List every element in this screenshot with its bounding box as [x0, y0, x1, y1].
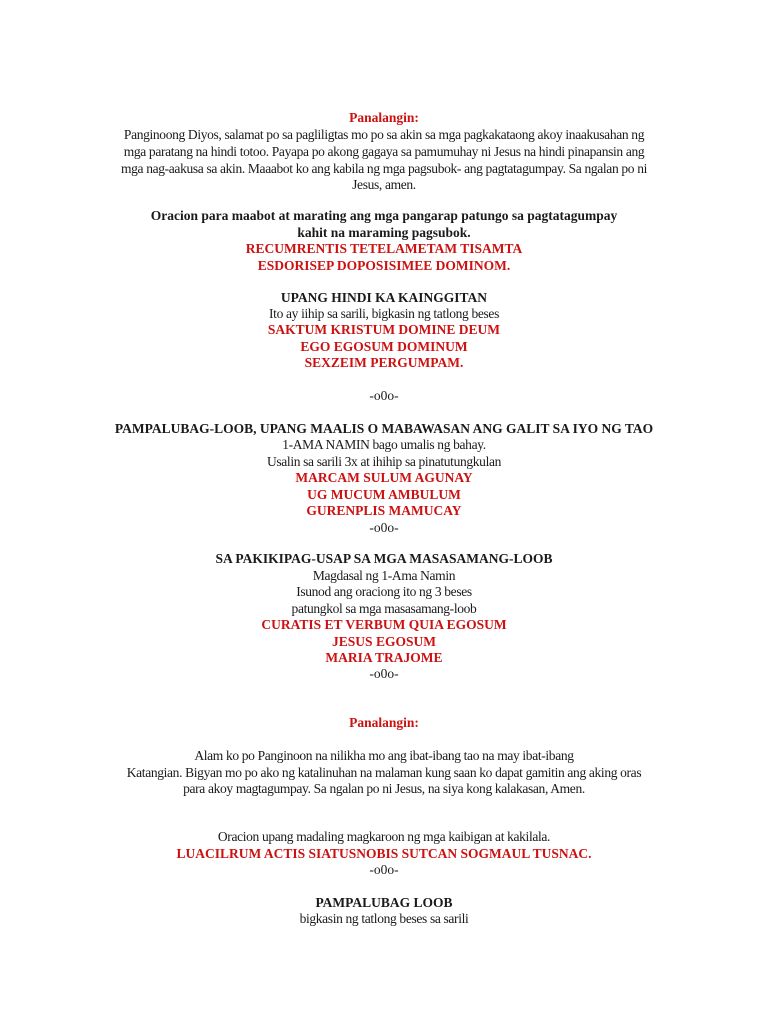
incantation-line: MARIA TRAJOME [325, 650, 443, 665]
section-title: PAMPALUBAG-LOOB, UPANG MAALIS O MABAWASAN ANG GALIT SA IYO NG TAO [114, 421, 654, 436]
separator: -o0o- [369, 862, 399, 877]
prayer-heading: Panalangin: [349, 715, 419, 730]
separator: -o0o- [369, 520, 399, 535]
instruction-line: Ito ay iihip sa sarili, bigkasin ng tatlong beses [269, 306, 499, 321]
prayer-heading: Panalangin: [349, 110, 419, 125]
prayer-body-line: para akoy magtagumpay. Sa ngalan po ni Jesus, na siya kong kalakasan, Amen. [183, 781, 585, 796]
incantation-line: SAKTUM KRISTUM DOMINE DEUM [267, 322, 501, 337]
oracion-title: Oracion para maabot at marating ang mga pangarap patungo sa pagtatagumpay [150, 208, 618, 223]
instruction-line: Isunod ang oraciong ito ng 3 beses [296, 584, 472, 599]
incantation-line: JESUS EGOSUM [332, 634, 436, 649]
oracion-title: Oracion upang madaling magkaroon ng mga kaibigan at kakilala. [217, 829, 551, 844]
instruction-line: Usalin sa sarili 3x at ihihip sa pinatutungkulan [266, 454, 502, 469]
incantation-line: RECUMRENTIS TETELAMETAM TISAMTA [245, 241, 523, 256]
instruction-line: Magdasal ng 1-Ama Namin [312, 568, 456, 583]
incantation-line: UG MUCUM AMBULUM [307, 487, 461, 502]
separator: -o0o- [369, 666, 399, 681]
prayer-body-line: mga paratang na hindi totoo. Payapa po akong gagaya sa pamumuhay ni Jesus na hindi pinapansin ang [123, 144, 645, 159]
incantation-line: GURENPLIS MAMUCAY [306, 503, 462, 518]
section-title: PAMPALUBAG LOOB [315, 895, 453, 910]
incantation-line: EGO EGOSUM DOMINUM [300, 339, 468, 354]
incantation-line: SEXZEIM PERGUMPAM. [304, 355, 464, 370]
incantation-line: MARCAM SULUM AGUNAY [295, 470, 473, 485]
instruction-line: patungkol sa mga masasamang-loob [291, 601, 477, 616]
prayer-body-line: Jesus, amen. [352, 177, 416, 192]
section-title: UPANG HINDI KA KAINGGITAN [280, 290, 488, 305]
prayer-body-line: Alam ko po Panginoon na nilikha mo ang ibat-ibang tao na may ibat-ibang [194, 748, 574, 763]
section-title: SA PAKIKIPAG-USAP SA MGA MASASAMANG-LOOB [215, 551, 553, 566]
oracion-title: kahit na maraming pagsubok. [297, 225, 471, 240]
incantation-line: LUACILRUM ACTIS SIATUSNOBIS SUTCAN SOGMAUL TUSNAC. [176, 846, 592, 861]
prayer-body-line: Katangian. Bigyan mo po ako ng katalinuhan na malaman kung saan ko dapat gamitin ang aking oras [126, 765, 642, 780]
instruction-line: 1-AMA NAMIN bago umalis ng bahay. [282, 437, 486, 452]
instruction-line: bigkasin ng tatlong beses sa sarili [299, 911, 469, 926]
incantation-line: CURATIS ET VERBUM QUIA EGOSUM [261, 617, 507, 632]
prayer-body-line: Panginoong Diyos, salamat po sa pagliligtas mo po sa akin sa mga pagkakataong akoy inaakusahan ng [123, 127, 645, 142]
prayer-body-line: mga nag-aakusa sa akin. Maaabot ko ang kabila ng mga pagsubok- ang pagtatagumpay. Sa ngalan po ni [120, 161, 647, 176]
separator: -o0o- [369, 388, 399, 403]
incantation-line: ESDORISEP DOPOSISIMEE DOMINOM. [257, 258, 511, 273]
